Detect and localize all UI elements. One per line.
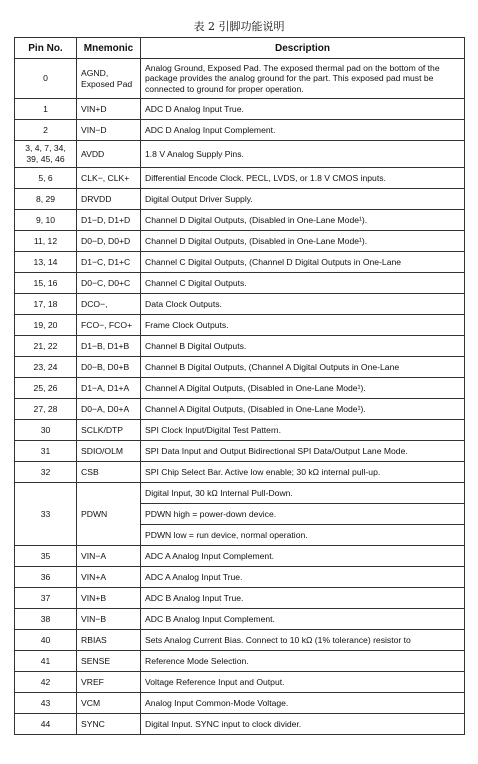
mnemonic-cell: D0−A, D0+A [77,399,141,420]
table-row [15,609,465,630]
mnemonic-cell: D0−C, D0+C [77,273,141,294]
description-cell: ADC D Analog Input Complement. [141,120,465,141]
description-cell: Analog Input Common-Mode Voltage. [141,693,465,714]
mnemonic-cell: PDWN [77,483,141,546]
table-row [15,120,465,141]
description-cell: PDWN low = run device, normal operation. [141,525,465,546]
description-cell: Data Clock Outputs. [141,294,465,315]
table-row [15,231,465,252]
mnemonic-cell: VIN−A [77,546,141,567]
description-cell: Channel C Digital Outputs. [141,273,465,294]
table-row [15,99,465,120]
pin-number-cell: 19, 20 [15,315,77,336]
mnemonic-cell: VREF [77,672,141,693]
pin-number-cell: 30 [15,420,77,441]
mnemonic-cell: SYNC [77,714,141,735]
mnemonic-cell: D1−D, D1+D [77,210,141,231]
description-cell: 1.8 V Analog Supply Pins. [141,141,465,168]
pin-number-cell: 17, 18 [15,294,77,315]
pin-number-cell: 40 [15,630,77,651]
pin-number-cell: 2 [15,120,77,141]
mnemonic-cell: VCM [77,693,141,714]
table-row [15,399,465,420]
description-cell: Channel B Digital Outputs. [141,336,465,357]
table-row [15,59,465,99]
description-cell: SPI Data Input and Output Bidirectional SPI Data/Output Lane Mode. [141,441,465,462]
table-row [15,546,465,567]
mnemonic-cell: VIN−B [77,609,141,630]
description-cell: Digital Output Driver Supply. [141,189,465,210]
mnemonic-cell: RBIAS [77,630,141,651]
table-row [15,567,465,588]
description-cell: PDWN high = power-down device. [141,504,465,525]
mnemonic-cell: SCLK/DTP [77,420,141,441]
header-mnemonic: Mnemonic [77,38,141,59]
pin-number-cell: 15, 16 [15,273,77,294]
table-row [15,210,465,231]
pin-number-cell: 44 [15,714,77,735]
table-row [15,141,465,168]
table-row [15,294,465,315]
description-cell: Channel C Digital Outputs, (Channel D Digital Outputs in One-Lane [141,252,465,273]
pin-number-cell: 42 [15,672,77,693]
pin-number-cell: 11, 12 [15,231,77,252]
pin-number-cell: 27, 28 [15,399,77,420]
description-cell: Frame Clock Outputs. [141,315,465,336]
mnemonic-cell: VIN+A [77,567,141,588]
table-row [15,168,465,189]
description-cell: Channel A Digital Outputs, (Disabled in One-Lane Mode¹). [141,399,465,420]
table-row [15,336,465,357]
mnemonic-cell: FCO−, FCO+ [77,315,141,336]
pin-number-cell: 37 [15,588,77,609]
description-cell: SPI Clock Input/Digital Test Pattern. [141,420,465,441]
mnemonic-cell: D0−B, D0+B [77,357,141,378]
table-row [15,189,465,210]
table-row [15,252,465,273]
description-cell: Reference Mode Selection. [141,651,465,672]
description-cell: Channel D Digital Outputs, (Disabled in One-Lane Mode¹). [141,210,465,231]
mnemonic-cell: VIN+D [77,99,141,120]
description-cell: Digital Input, 30 kΩ Internal Pull-Down. [141,483,465,504]
pin-number-cell: 43 [15,693,77,714]
table-row [15,714,465,735]
description-cell: Analog Ground, Exposed Pad. The exposed thermal pad on the bottom of the package provides the analog ground for the part. This exposed pad must be connected to ground for proper operation. [141,59,465,99]
description-cell: Voltage Reference Input and Output. [141,672,465,693]
description-cell: ADC A Analog Input Complement. [141,546,465,567]
header-pin-no: Pin No. [15,38,77,59]
description-cell: SPI Chip Select Bar. Active low enable; 30 kΩ internal pull-up. [141,462,465,483]
description-cell: Digital Input. SYNC input to clock divider. [141,714,465,735]
table-caption: 表 2 引脚功能说明 [193,20,285,33]
pin-number-cell: 31 [15,441,77,462]
description-cell: Differential Encode Clock. PECL, LVDS, or 1.8 V CMOS inputs. [141,168,465,189]
table-row [15,630,465,651]
pin-number-cell: 36 [15,567,77,588]
description-cell: Channel A Digital Outputs, (Disabled in One-Lane Mode¹). [141,378,465,399]
mnemonic-cell: CLK−, CLK+ [77,168,141,189]
table-row [15,357,465,378]
description-cell: ADC A Analog Input True. [141,567,465,588]
mnemonic-cell: AVDD [77,141,141,168]
mnemonic-cell: CSB [77,462,141,483]
table-body [15,59,465,735]
pin-number-cell: 41 [15,651,77,672]
mnemonic-cell: SDIO/OLM [77,441,141,462]
table-header-row [15,38,465,59]
pin-number-cell: 8, 29 [15,189,77,210]
mnemonic-cell: DRVDD [77,189,141,210]
mnemonic-cell: D1−B, D1+B [77,336,141,357]
table-row [15,672,465,693]
mnemonic-cell: VIN+B [77,588,141,609]
pin-number-cell: 13, 14 [15,252,77,273]
table-row [15,378,465,399]
pin-number-cell: 5, 6 [15,168,77,189]
pin-number-cell: 32 [15,462,77,483]
pin-number-cell: 35 [15,546,77,567]
pin-function-table [14,37,465,735]
pin-number-cell: 3, 4, 7, 34, 39, 45, 46 [15,141,77,168]
description-cell: ADC B Analog Input True. [141,588,465,609]
table-row [15,483,465,504]
mnemonic-cell: D1−C, D1+C [77,252,141,273]
table-row [15,420,465,441]
pin-number-cell: 0 [15,59,77,99]
mnemonic-cell: D0−D, D0+D [77,231,141,252]
table-row [15,441,465,462]
table-row [15,693,465,714]
table-row [15,462,465,483]
table-row [15,315,465,336]
pin-number-cell: 21, 22 [15,336,77,357]
description-cell: Channel D Digital Outputs, (Disabled in One-Lane Mode¹). [141,231,465,252]
table-row [15,588,465,609]
description-cell: ADC D Analog Input True. [141,99,465,120]
header-description: Description [141,38,465,59]
mnemonic-cell: AGND, Exposed Pad [77,59,141,99]
pin-number-cell: 33 [15,483,77,546]
description-cell: Sets Analog Current Bias. Connect to 10 kΩ (1% tolerance) resistor to [141,630,465,651]
mnemonic-cell: DCO−, [77,294,141,315]
table-row [15,651,465,672]
description-cell: Channel B Digital Outputs, (Channel A Digital Outputs in One-Lane [141,357,465,378]
mnemonic-cell: VIN−D [77,120,141,141]
mnemonic-cell: D1−A, D1+A [77,378,141,399]
pin-number-cell: 1 [15,99,77,120]
pin-number-cell: 23, 24 [15,357,77,378]
table-row [15,273,465,294]
mnemonic-cell: SENSE [77,651,141,672]
description-cell: ADC B Analog Input Complement. [141,609,465,630]
pin-number-cell: 9, 10 [15,210,77,231]
pin-number-cell: 38 [15,609,77,630]
pin-number-cell: 25, 26 [15,378,77,399]
